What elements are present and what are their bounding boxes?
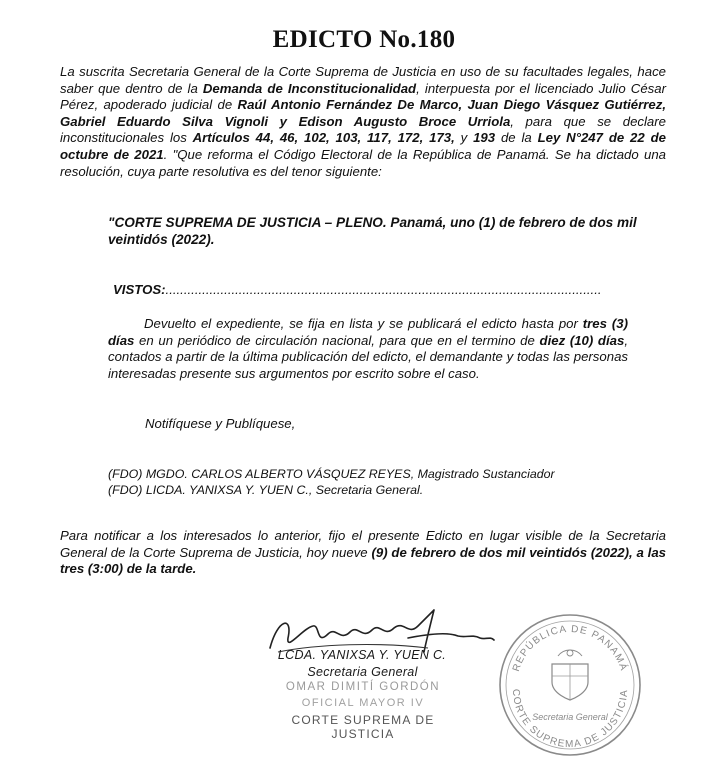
resolution-paragraph: [108, 316, 628, 382]
stamp-line: CORTE SUPREMA DE JUSTICIA: [291, 713, 435, 741]
svg-text:REPÚBLICA DE PANAMÁ: [511, 624, 631, 673]
resolution-bold-2: diez (10) días: [539, 332, 625, 348]
closing-paragraph: [60, 528, 666, 578]
seal-top-text: REPÚBLICA DE PANAMÁ: [510, 623, 630, 673]
intro-text-6: . "Que reforma el Código Electoral de la República de Panamá. Se ha dictado una resolución, cuya parte resolutiva es del tenor siguiente:: [60, 146, 666, 179]
signatory-line: (FDO) MGDO. CARLOS ALBERTO VÁSQUEZ REYES, Magistrado Sustanciador: [108, 467, 555, 481]
resolution-text-2: en un periódico de circulación nacional, para que en el termino de: [134, 332, 540, 348]
official-seal: [495, 610, 645, 760]
signatories-block: [108, 466, 668, 498]
notify-line: Notifíquese y Publíquese,: [145, 416, 296, 431]
seal-center-text: Secretaria General: [532, 712, 608, 722]
stamp-line: OMAR DIMITÍ GORDÓN: [285, 681, 441, 693]
signer-role: Secretaria General: [307, 665, 418, 679]
intro-bold-5: Ley N°247 de 22 de octubre de 2021: [60, 130, 666, 162]
coat-of-arms-icon: [552, 650, 588, 700]
vistos-label: VISTOS:: [113, 282, 166, 297]
resolution-text-1: Devuelto el expediente, se fija en lista y se publicará el edicto hasta por: [144, 316, 583, 331]
intro-text-3: , para que se declare inconstitucionales los: [60, 113, 666, 146]
intro-bold-4: 193: [473, 130, 496, 146]
seal-bottom-text: CORTE SUPREMA DE JUSTICIA: [509, 688, 631, 751]
closing-bold-1: (9) de febrero de dos mil veintidós (2022), a las tres (3:00) de la tarde.: [60, 544, 666, 577]
intro-bold-1: Demanda de Inconstitucionalidad: [202, 80, 417, 96]
vistos-line: [113, 282, 623, 299]
intro-text-4: y: [454, 130, 474, 146]
vistos-dots: .......................................................................................................................: [165, 282, 602, 297]
intro-text-5: de la: [495, 130, 538, 146]
signer-name: LCDA. YANIXSA Y. YUEN C.: [277, 648, 447, 662]
stamp-line: OFICIAL MAYOR IV: [301, 697, 425, 709]
intro-text-2: , interpuesta por el licenciado Julio César Pérez, apoderado judicial de: [60, 80, 666, 113]
signatory-line: (FDO) LICDA. YANIXSA Y. YUEN C., Secretaria General.: [108, 483, 424, 497]
resolution-bold-1: tres (3) días: [108, 316, 628, 348]
intro-text-1: La suscrita Secretaria General de la Corte Suprema de Justicia en uso de su facultades legales, hace saber que dentro de la: [60, 64, 666, 96]
intro-bold-2: Raúl Antonio Fernández De Marco, Juan Diego Vásquez Gutiérrez, Gabriel Eduardo Silva Vignoli y Edison Augusto Broce Urriola: [60, 97, 666, 129]
closing-text-1: Para notificar a los interesados lo anterior, fijo el presente Edicto en lugar visible de la Secretaria General de la Corte Suprema de Justicia, hoy nueve: [60, 528, 666, 560]
intro-bold-3: Artículos 44, 46, 102, 103, 117, 172, 173,: [192, 130, 455, 146]
court-header: "CORTE SUPREMA DE JUSTICIA – PLENO. Panamá, uno (1) de febrero de dos mil veintidós (2022).: [108, 215, 637, 247]
document-title: EDICTO No.180: [272, 26, 456, 53]
resolution-text-3: , contados a partir de la última publicación del edicto, el demandante y todas las personas interesadas presente sus argumentos por escrito sobre el caso.: [108, 332, 628, 381]
intro-paragraph: [60, 64, 666, 180]
